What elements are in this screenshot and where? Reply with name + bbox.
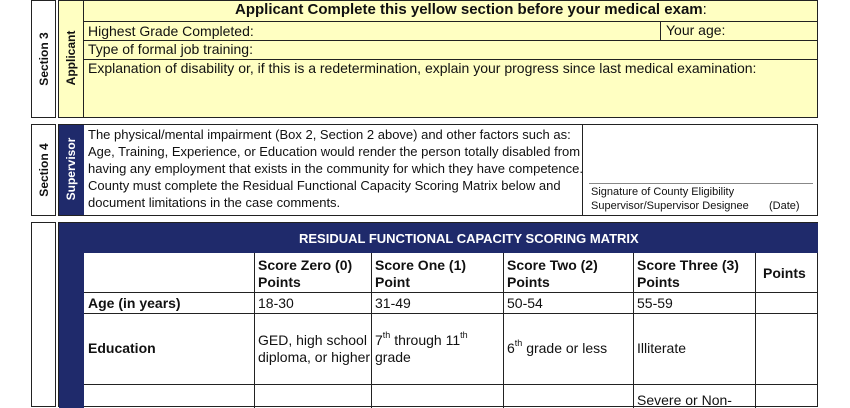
section4-text-line-4: County must complete the Residual Functional Capacity Scoring Matrix below and [88, 178, 561, 193]
matrix-side-strip [59, 223, 84, 408]
grid-hline-1 [84, 292, 818, 293]
header-score1-l1: Score One (1) [375, 257, 467, 273]
section3-heading-colon: : [702, 1, 707, 18]
education-score1-l2: grade [375, 349, 411, 365]
grid-hline-3 [84, 384, 818, 385]
education-score1-sup-a: th [382, 330, 391, 341]
header-score2-l2: Points [507, 274, 550, 290]
signature-box[interactable] [582, 125, 818, 215]
grid-hline-2 [84, 313, 818, 314]
age-score1: 31-49 [375, 295, 411, 311]
signature-line [589, 183, 813, 184]
section3-heading [235, 1, 707, 18]
education-score1-num-a: 7 [375, 332, 383, 348]
education-score2 [507, 340, 607, 356]
header-points: Points [763, 265, 806, 281]
matrix-grid [84, 253, 818, 408]
section4-label: Section 4 [37, 143, 51, 197]
section3-label: Section 3 [37, 32, 51, 86]
section4-text-line-3: having any employment that exists in the community for which they have competence. [88, 161, 583, 176]
header-score0-l1: Score Zero (0) [258, 257, 353, 273]
explanation-label: Explanation of disability or, if this is a redetermination, explain your progress since last medical examination: [88, 60, 757, 76]
age-points-input[interactable] [756, 314, 817, 334]
section4-supervisor-panel [58, 124, 818, 216]
section4-text-line-2: Age, Training, Experience, or Education would render the person totally disabled from [88, 144, 581, 159]
age-score3: 55-59 [637, 295, 673, 311]
header-score0-l2: Points [258, 274, 301, 290]
education-score2-text: grade or less [522, 340, 608, 356]
section4-tab [31, 124, 56, 216]
applicant-side-label: Applicant [64, 30, 78, 86]
date-caption: (Date) [769, 200, 800, 212]
section4-text-line-1: The physical/mental impairment (Box 2, Section 2 above) and other factors such as: [88, 127, 571, 142]
signature-caption-2: Supervisor/Supervisor Designee [591, 200, 749, 212]
education-score2-num: 6 [507, 340, 515, 356]
header-score3-l2: Points [637, 274, 680, 290]
applicant-side-strip [59, 1, 84, 117]
section3-applicant-panel [58, 0, 818, 118]
section5-tab [31, 222, 56, 407]
age-label: Age (in years) [88, 295, 181, 311]
education-score1-num-b: through 11 [390, 332, 461, 348]
education-score1-sup-b: th [460, 330, 468, 341]
header-score3-l1: Score Three (3) [637, 257, 739, 273]
training-label: Type of formal job training: [88, 41, 253, 57]
age-score2: 50-54 [507, 295, 543, 311]
header-score1-l2: Point [375, 274, 410, 290]
your-age-cell[interactable] [660, 21, 818, 40]
education-score2-sup: th [514, 338, 523, 349]
explanation-input-area[interactable] [85, 79, 817, 116]
section3-heading-text: Applicant Complete this yellow section before your medical exam [235, 1, 703, 18]
matrix-title-bar [84, 223, 818, 253]
section3-tab [31, 0, 56, 118]
education-score3: Illiterate [637, 340, 687, 356]
age-score0: 18-30 [258, 295, 294, 311]
matrix-panel [58, 222, 818, 407]
next-row-score3: Severe or Non- [637, 392, 732, 408]
signature-caption-1: Signature of County Eligibility [591, 186, 735, 198]
section4-text-line-5: document limitations in the case comments. [88, 195, 341, 210]
education-score1-l1 [375, 332, 468, 348]
your-age-label: Your age: [666, 22, 726, 38]
education-points-input[interactable] [756, 335, 817, 405]
education-label: Education [88, 340, 156, 356]
matrix-title: RESIDUAL FUNCTIONAL CAPACITY SCORING MATRIX [299, 231, 639, 246]
supervisor-side-strip [59, 125, 84, 215]
education-score0-l2: diploma, or higher [258, 349, 371, 365]
highest-grade-label: Highest Grade Completed: [88, 23, 254, 39]
education-score0-l1: GED, high school [258, 332, 367, 348]
header-score2-l1: Score Two (2) [507, 257, 598, 273]
supervisor-side-label: Supervisor [64, 137, 78, 201]
